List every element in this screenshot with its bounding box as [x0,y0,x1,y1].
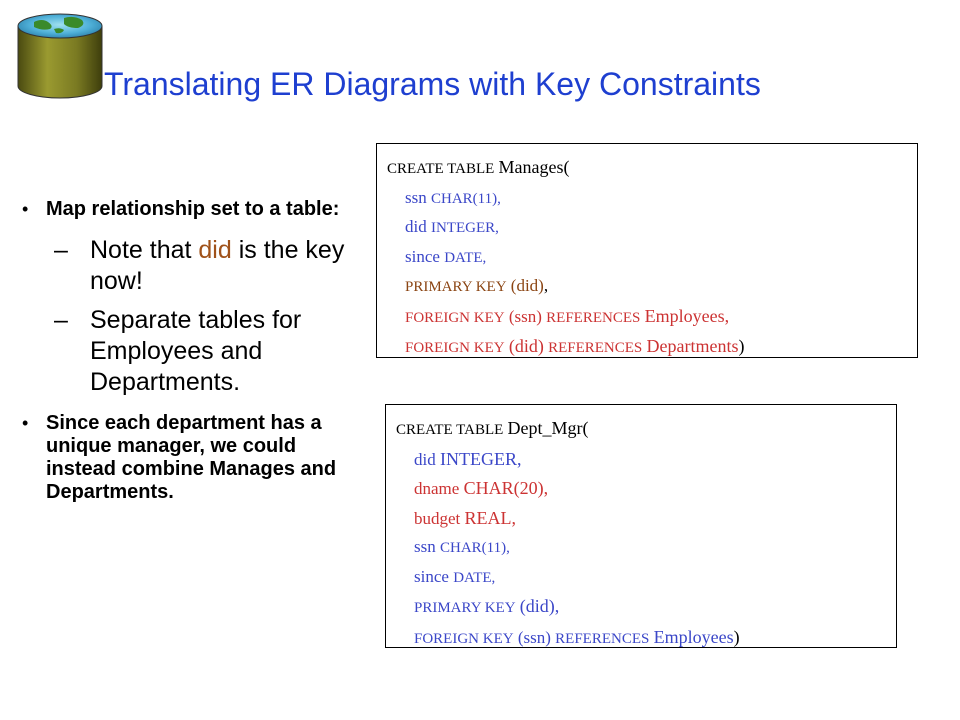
column-name: did [405,217,427,236]
code-line [396,563,896,593]
bullet-text: Map relationship set to a table: [46,198,340,220]
sql-keyword: FOREIGN KEY [414,630,514,647]
column-type: INTEGER, [439,448,522,469]
code-line [396,504,896,534]
table-name: Dept_Mgr( [507,418,589,438]
key-arg: (did) [508,336,544,356]
sub-bullet-text: Note that [90,236,199,264]
column-type: INTEGER, [430,220,499,236]
code-line [396,533,896,563]
sub-bullet-item [20,235,360,297]
column-name: dname [414,479,460,498]
sql-keyword: FOREIGN KEY [405,340,505,356]
bullet-item [20,198,360,221]
column-name: ssn [405,187,427,207]
bullet-item [20,412,360,504]
punct: ) [733,626,740,647]
punct: ) [738,336,745,356]
key-arg: (ssn) [517,627,551,647]
bullet-text: Since each department has a unique manager, we could instead combine Manages and Departments. [46,412,337,503]
code-line [396,592,896,623]
dash-marker: – [54,306,68,334]
code-line [387,332,917,363]
ref-table: Employees, [644,305,730,326]
column-name: did [414,449,436,469]
sql-keyword: FOREIGN KEY [405,309,505,326]
bullet-marker: • [22,199,29,219]
sql-keyword: REFERENCES [548,340,643,356]
table-name: Manages( [498,157,570,177]
sub-bullet-text: Separate tables for Employees and Departments. [90,306,302,396]
column-name: since [405,246,440,266]
code-line [396,623,896,654]
code-line [387,272,917,302]
ref-table: Departments [646,336,739,356]
code-line [387,243,917,273]
dept-mgr-sql-box [385,404,897,648]
column-name: ssn [414,537,436,556]
ref-table: Employees [653,626,734,647]
column-name: since [414,566,449,586]
database-cylinder-icon [14,12,106,100]
column-name: budget [414,508,461,528]
code-line [387,184,917,214]
highlight-did: did [198,236,232,264]
sub-bullet-text: is the key now! [90,236,345,295]
sql-keyword: CREATE TABLE [396,422,504,438]
column-type: DATE, [444,249,487,266]
manages-sql-box [376,143,918,358]
bullet-list [20,198,360,504]
sql-keyword: REFERENCES [555,630,650,647]
code-line [396,474,896,504]
column-type: CHAR(11), [439,540,510,556]
dash-marker: – [54,236,68,264]
code-line [387,153,917,184]
code-line [396,445,896,475]
code-line [396,414,896,445]
column-type: DATE, [453,569,496,586]
code-line [387,302,917,333]
code-line [387,213,917,243]
sql-keyword: CREATE TABLE [387,161,495,177]
sql-keyword: PRIMARY KEY [414,600,516,616]
key-arg: (did), [519,596,560,616]
page-title: Translating ER Diagrams with Key Constraints [104,66,761,102]
bullet-marker: • [22,413,29,433]
punct: , [543,276,549,295]
key-arg: (ssn) [508,306,542,326]
key-arg: (did) [510,276,544,295]
column-type: CHAR(20), [463,478,549,498]
sql-keyword: PRIMARY KEY [405,279,507,295]
sub-bullet-item [20,305,360,398]
column-type: CHAR(11), [430,190,501,207]
column-type: REAL, [464,507,517,528]
sql-keyword: REFERENCES [546,309,641,326]
